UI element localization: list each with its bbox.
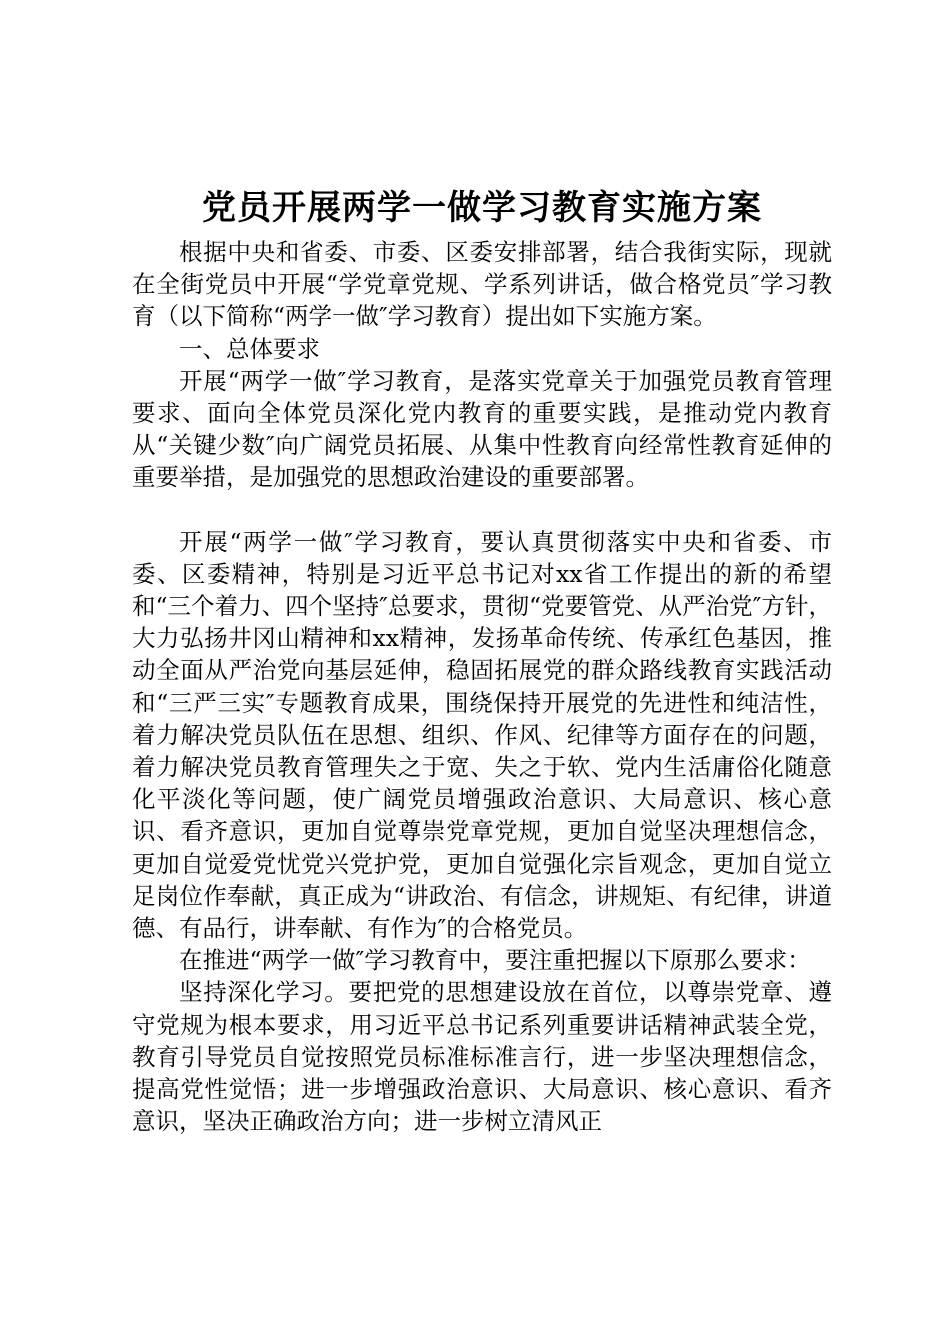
paragraph-guiding-spirit: 开展“两学一做″学习教育，要认真贯彻落实中央和省委、市委、区委精神，特别是习近平总书记对xx省工作提出的新的希望和“三个着力、四个坚持″总要求，贯彻“党要管党、从严治党″方针，大力弘扬井冈山精神和xx精神，发扬革命传统、传承红色基因，推动全面从严治党向基层延伸，稳固拓展党的群众路线教育实践活动和“三严三实″专题教育成果，围绕保持开展党的先进性和纯洁性，着力解决党员队伍在思想、组织、作风、纪律等方面存在的问题，着力解决党员教育管理失之于宽、失之于软、党内生活庸俗化随意化平淡化等问题，使广阔党员增强政治意识、大局意识、核心意识、看齐意识，更加自觉尊崇党章党规，更加自觉坚决理想信念，更加自觉爱党忧党兴党护党，更加自觉强化宗旨观念，更加自觉立足岗位作奉献，真正成为“讲政治、有信念，讲规矩、有纪律，讲道德、有品行，讲奉献、有作为″的合格党员。: [132, 527, 832, 943]
section-heading-general-requirements: 一、总体要求: [179, 334, 320, 363]
paragraph-intro: 根据中央和省委、市委、区委安排部署，结合我街实际，现就在全街党员中开展“学党章党规、学系列讲话，做合格党员″学习教育（以下简称“两学一做″学习教育）提出如下实施方案。: [132, 238, 832, 331]
paragraph-deepen-study: 坚持深化学习。要把党的思想建设放在首位，以尊崇党章、遵守党规为根本要求，用习近平总书记系列重要讲话精神武装全党，教育引导党员自觉按照党员标准标准言行，进一步坚决理想信念，提高党性觉悟；进一步增强政治意识、大局意识、核心意识、看齐意识，坚决正确政治方向；进一步树立清风正: [132, 978, 832, 1136]
paragraph-significance: 开展“两学一做″学习教育，是落实党章关于加强党员教育管理要求、面向全体党员深化党内教育的重要实践，是推动党内教育从“关键少数″向广阔党员拓展、从集中性教育向经常性教育延伸的重要举措，是加强党的思想政治建设的重要部署。: [132, 366, 832, 492]
document-title: 党员开展两学一做学习教育实施方案: [202, 188, 762, 228]
document-page: [132, 186, 832, 1137]
paragraph-principles-intro: 在推进“两学一做″学习教育中，要注重把握以下原那么要求：: [179, 946, 811, 975]
